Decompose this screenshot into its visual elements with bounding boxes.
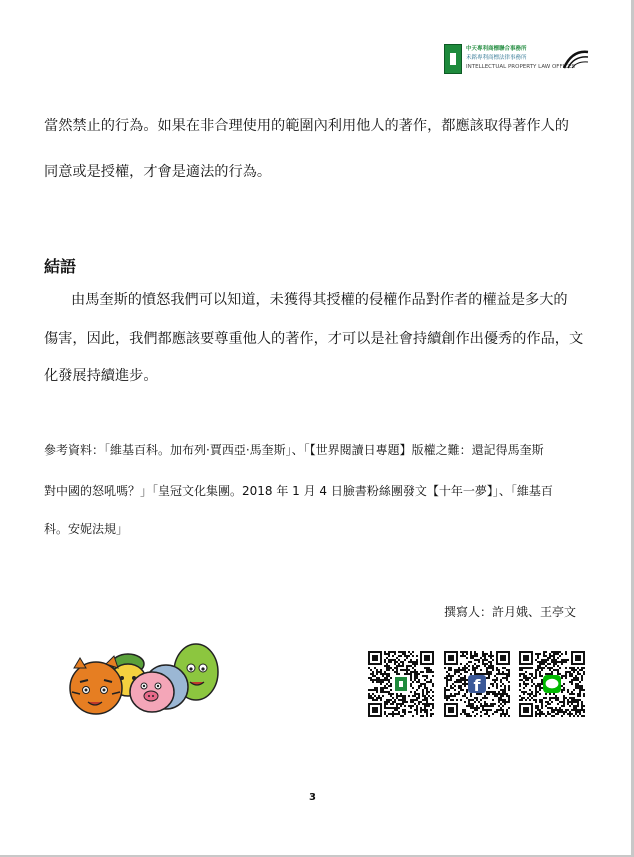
paragraph-line: 同意或是授權，才會是適法的行為。 bbox=[44, 164, 272, 180]
logo-text-line2: 禾銘專利商標法律事務所 bbox=[466, 55, 527, 61]
reference-line: 參考資料：「維基百科。加布列·賈西亞·馬奎斯」、「【世界閱讀日專題】版權之難：還記得馬奎斯 bbox=[44, 443, 544, 457]
reference-line: 科。安妮法規」 bbox=[44, 522, 129, 536]
logo-text-line1: 中天專利商標聯合事務所 bbox=[466, 46, 527, 52]
logo-text-line3: INTELLECTUAL PROPERTY LAW OFFICES bbox=[466, 64, 576, 70]
paragraph-line: 傷害，因此，我們都應該要尊重他人的著作，才可以是社會持續創作出優秀的作品，文 bbox=[44, 331, 584, 347]
page-number: 3 bbox=[309, 792, 316, 803]
paragraph-line: 由馬奎斯的憤怒我們可以知道，未獲得其授權的侵權作品對作者的權益是多大的 bbox=[71, 292, 568, 308]
section-heading-conclusion: 結語 bbox=[44, 257, 77, 276]
mascot-characters-illustration bbox=[66, 632, 222, 718]
author-credit: 撰寫人：許月娥、王亭文 bbox=[444, 605, 577, 619]
qr-code-facebook[interactable] bbox=[444, 651, 510, 717]
qr-code-website[interactable] bbox=[368, 651, 434, 717]
firm-logo-mark bbox=[444, 44, 462, 74]
svg-text:f: f bbox=[473, 676, 481, 695]
paragraph-line: 當然禁止的行為。如果在非合理使用的範圍內利用他人的著作，都應該取得著作人的 bbox=[44, 118, 569, 134]
firm-logo bbox=[444, 44, 590, 74]
paragraph-line: 化發展持續進步。 bbox=[44, 368, 158, 384]
reference-line: 對中國的怒吼嗎？」「皇冠文化集團。2018 年 1 月 4 日臉書粉絲團發文【十年一夢】」、「維基百 bbox=[44, 484, 553, 498]
qr-code-line[interactable] bbox=[519, 651, 585, 717]
logo-swoosh-icon bbox=[562, 48, 590, 70]
